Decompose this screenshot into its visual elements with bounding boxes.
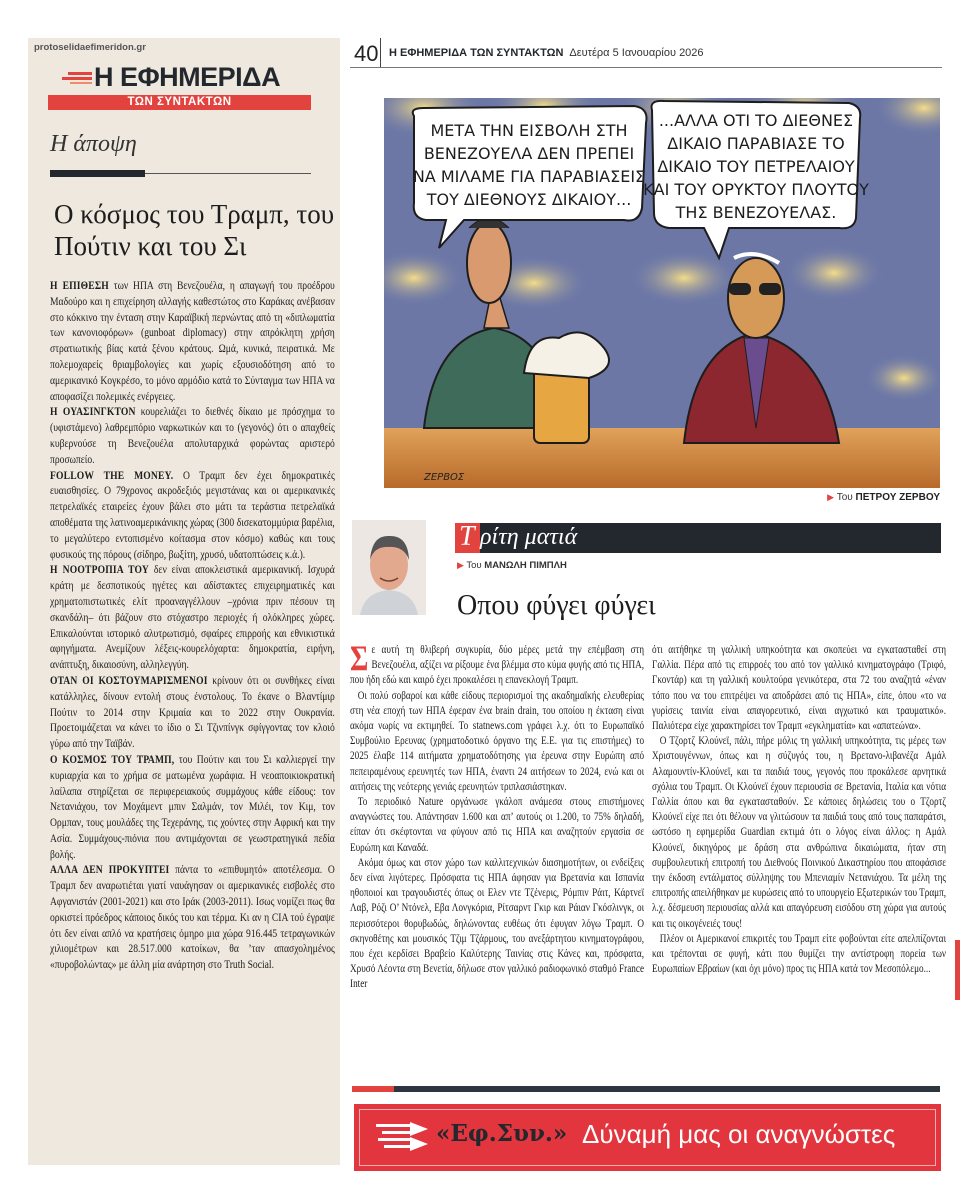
paragraph bbox=[50, 673, 335, 752]
promo-brand: «Εφ.Συν.» bbox=[436, 1120, 568, 1147]
promo-banner bbox=[354, 1104, 941, 1171]
footer-rule-accent bbox=[352, 1086, 394, 1092]
paragraph-text: Ο Τραμπ δεν έχει δημοκρατικές ευαισθησίες. Ο 79χρονος ακροδεξιός μεγιστάνας και οι αμερικανικές πετρελαϊκές εταιρείες έχουν βάλει στο μάτι τα τεράστια πετρελαϊκά αποθέματα της λατινοαμερικάνικης χώρας (300 δισεκατομμύρια βαρέλια, το μεγαλύτερο εντοπισμένο κοίτασμα στον κόσμο) καθώς και τους φυσικούς της πόρους (σίδηρο, βωξίτη, χρυσό, υδατοπτώσεις κ.ά.). bbox=[50, 467, 335, 561]
bubble-right-line: ΔΙΚΑΙΟ ΠΑΡΑΒΙΑΣΕ ΤΟ bbox=[667, 134, 845, 153]
footer-rule bbox=[394, 1086, 940, 1092]
column-banner bbox=[455, 523, 941, 553]
paragraph-text: του Πούτιν και του Σι καλλιεργεί την κυριαρχία και το χρήμα σε ματωμένα χωράφια. Η νεοαποικιοκρατική λαίλαπα στηρίζεται σε περιφερειακούς συμμάχους κάθε είδους: τον Νετανιάχου, τον Μοχάμεντ μπιν Σαλμάν, τον Μιλέι, τον Κιμ, τον Ορμπαν, τους μουλάδες της Τεχεράνης, τις χούντες στην Αφρική και την Ασία. Συμμάχους-πιόνια που αντιμάχονται σε γεωστρατηγικά πεδία βολής. bbox=[50, 751, 335, 861]
paragraph bbox=[50, 278, 335, 404]
drop-cap: Σ bbox=[350, 638, 369, 678]
paragraph-lead: Η ΕΠΙΘΕΣΗ bbox=[50, 278, 109, 292]
header-rule bbox=[350, 67, 942, 68]
speed-lines-icon bbox=[60, 71, 92, 85]
edge-marker bbox=[955, 940, 960, 1000]
paragraph: Ακόμα όμως και στον χώρο των καλλιτεχνικών διασημοτήτων, οι ενδείξεις δεν είναι λιγότερες. Πρόσφατα τις ΗΠΑ άφησαν για Βρετανία και Ισπανία ηθοποιοί και τραγουδιστές όπως οι Ελεν ντε Τζένερις, Ρόμπιν Ράιτ, Κάρτνεϊ Λαβ, Ρόζι Ο’ Ντόνελ, Εβα Λονγκόρια, Ρίτσαρντ Γκιρ και Ράιαν Γκόσλινγκ, οι περισσότεροι θορυβωδώς, δηλώνοντας ευθέως ότι έφυγαν λόγω Τραμπ. Ο σκηνοθέτης και μουσικός Τζιμ Τζάρμους, του ανεξάρτητου κινηματογράφου, που έχει κερδίσει Βραβείο Καλύτερης Ταινίας στις Κάνες και, πρόσφατα, Χρυσό Λέοντα στη Βενετία, δήλωσε στον γαλλικό ραδιοφωνικό σταθμό France Inter bbox=[350, 854, 645, 991]
opinion-column bbox=[28, 38, 340, 1165]
paragraph-text: των ΗΠΑ στη Βενεζουέλα, η απαγωγή του προέδρου Μαδούρο και η επιχείρηση αλλαγής καθεστώτος στο Καράκας ανέβασαν στο κόκκινο την ένταση στην Καραϊβική περνώντας από τη «διπλωματία των κανονιοφόρων» (gunboat diplomacy) στην απρόκλητη χρήση στρατιωτικής βίας κατά ξένου κράτους. Ωμά, κυνικά, πειρατικά. Με πολεμοχαρείς θριαμβολογίες και χωρίς εξουσιοδότηση από το αμερικανικό Κογκρέσο, το μόνο αρμόδιο κατά το Σύνταγμα των ΗΠΑ να αποφασίζει πολεμικές ενέργειες. bbox=[50, 278, 335, 403]
paragraph-text: κρίνουν ότι οι συνθήκες είναι κατάλληλες, δίνουν εντολή στους ένστολους. Το έκανε ο Βλαντίμιρ Πούτιν το 2014 στην Κριμαία και το 2022 στην Ουκρανία. Προετοιμάζεται να κάνει το ίδιο ο Σι Τζινπίνγκ σφίγγοντας τον κλοιό γύρω από την Ταϊβάν. bbox=[50, 672, 335, 751]
column-title: Οπου φύγει φύγει bbox=[457, 590, 656, 621]
banner-title: ρίτη ματιά bbox=[480, 524, 578, 550]
opinion-title: Ο κόσμος του Τραμπ, του Πούτιν και του Σι bbox=[54, 199, 335, 261]
pen-nibs-icon bbox=[376, 1120, 431, 1154]
paragraph bbox=[350, 638, 645, 688]
paragraph-text: ε αυτή τη θλιβερή συγκυρία, δύο μέρες μετά την επέμβαση στη Βενεζουέλα, αξίζει να ρίξουμε ένα βλέμμα στο κύμα φυγής από τις ΗΠΑ, που ήδη εδώ και καιρό έχει προκαλέσει η επανεκλογή Τραμπ. bbox=[350, 642, 645, 687]
paper-name: Η ΕΦΗΜΕΡΙΔΑ ΤΩΝ ΣΥΝΤΑΚΤΩΝ bbox=[389, 47, 564, 59]
byline-prefix: Του bbox=[466, 560, 482, 571]
bubble-right-line: ΚΑΙ ΤΟΥ ΟΡΥΚΤΟΥ ΠΛΟΥΤΟΥ bbox=[643, 180, 869, 199]
paragraph bbox=[50, 752, 335, 863]
cartoon bbox=[384, 98, 940, 488]
bubble-left-line: ΝΑ ΜΙΛΑΜΕ ΓΙΑ ΠΑΡΑΒΙΑΣΕΙΣ bbox=[412, 167, 646, 186]
paragraph-lead: FOLLOW THE MONEY. bbox=[50, 467, 174, 482]
paragraph bbox=[50, 468, 335, 563]
paragraph: ότι αιτήθηκε τη γαλλική υπηκοότητα και σκοπεύει να εγκατασταθεί στη Γαλλία. Πέρα από τις επιρροές του από τον γαλλικό κινηματογράφο (Τριφό, Γκοντάρ) και τη γαλλική κουλτούρα γενικότερα, στα 72 του αναζητά «έναν τόπο που να του επιτρέψει να αποδράσει από τις ΗΠΑ», είπε, όπου «το να γυρίσεις ταινία είναι απαγορευτικό, είναι αγχωτικό και τραυματικό». Παλιότερα είχε χαρακτηρίσει τον Τραμπ «εγκληματία» και «απατεώνα». bbox=[652, 642, 947, 733]
promo-text: Δύναμή μας οι αναγνώστες bbox=[582, 1119, 896, 1149]
bubble-right-line: ΤΗΣ ΒΕΝΕΖΟΥΕΛΑΣ. bbox=[675, 203, 837, 222]
paragraph-text: κουρελιάζει το διεθνές δίκαιο με πρόσχημα το (υφιστάμενο) λαθρεμπόριο ναρκωτικών και το (γεγονός) ότι ο απαχθείς κυβερνούσε τη Βενεζουέλα απολυταρχικά φορώντας αριστερό προσωπείο. bbox=[50, 404, 335, 466]
author-photo bbox=[352, 520, 426, 615]
paragraph-lead: ΑΛΛΑ ΔΕΝ ΠΡΟΚΥΠΤΕΙ bbox=[50, 862, 170, 877]
paragraph bbox=[50, 562, 335, 673]
opinion-body bbox=[50, 278, 335, 973]
paragraph: Το περιοδικό Nature οργάνωσε γκάλοπ ανάμεσα στους επιστήμονες αναγνώστες του. Απάντησαν 1.600 και απ’ αυτούς οι 1.200, το 75% δηλαδή, είπαν ότι σκέφτονται να φύγουν από τις ΗΠΑ και αναζητούν εργασία σε Ευρώπη και Καναδά. bbox=[350, 794, 645, 854]
credit-prefix: Του bbox=[836, 492, 853, 503]
paragraph-lead: Η ΟΥΑΣΙΝΓΚΤΟΝ bbox=[50, 404, 136, 419]
bubble-left-line: ΜΕΤΑ ΤΗΝ ΕΙΣΒΟΛΗ ΣΤΗ bbox=[430, 121, 628, 140]
paragraph bbox=[50, 404, 335, 467]
bubble-left-line: ΒΕΝΕΖΟΥΕΛΑ ΔΕΝ ΠΡΕΠΕΙ bbox=[423, 144, 635, 163]
bubble-right-line: ΔΙΚΑΙΟ ΤΟΥ ΠΕΤΡΕΛΑΙΟΥ bbox=[657, 157, 855, 176]
article-column-2 bbox=[652, 642, 946, 976]
paragraph bbox=[50, 862, 335, 973]
paragraph-lead: ΟΤΑΝ ΟΙ ΚΟΣΤΟΥΜΑΡΙΣΜΕΝΟΙ bbox=[50, 672, 208, 687]
cartoonist-signature: ΖΕΡΒΟΣ bbox=[424, 472, 465, 483]
newspaper-logo bbox=[48, 62, 313, 112]
byline bbox=[457, 560, 567, 571]
section-divider bbox=[50, 170, 145, 177]
logo-sub-text: ΤΩΝ ΣΥΝΤΑΚΤΩΝ bbox=[48, 95, 311, 110]
author-name: ΜΑΝΩΛΗ ΠΙΜΠΛΗ bbox=[484, 560, 567, 571]
paragraph-lead: Ο ΚΟΣΜΟΣ ΤΟΥ ΤΡΑΜΠ, bbox=[50, 751, 175, 766]
page-number: 40 bbox=[354, 41, 379, 66]
triangle-icon: ▶ bbox=[457, 560, 464, 570]
bar-counter bbox=[384, 428, 940, 488]
paragraph-lead: Η ΝΟΟΤΡΟΠΙΑ ΤΟΥ bbox=[50, 562, 150, 577]
article-column-1 bbox=[350, 638, 645, 992]
paragraph-text: πάντα το «επιθυμητό» αποτέλεσμα. Ο Τραμπ δεν αναρωτιέται γιατί ναυάγησαν οι αμερικανικές εισβολές στο Αφγανιστάν (2001-2021) και στο Ιράκ (2003-2011). Ισως νομίζει πως θα ορκιστεί πρόεδρος κάποιος δικός του και τέρμα. Κι αν η CIA τού έγραψε ότι δεν είναι απλό να κρατήσεις όμηρο μια χώρα 916.445 τετραγωνικών χιλιομέτρων και 28.517.000 κατοίκων, θα ’ταν απασχολημένος «πυροβολώντας» με άλλη μία ανάρτηση στο Truth Social. bbox=[50, 862, 335, 972]
bubble-left-line: ΤΟΥ ΔΙΕΘΝΟΥΣ ΔΙΚΑΙΟΥ... bbox=[426, 190, 632, 209]
header-divider bbox=[380, 38, 381, 68]
logo-main-text: Η ΕΦΗΜΕΡΙΔΑ bbox=[94, 62, 281, 92]
section-label: Η άποψη bbox=[50, 131, 137, 157]
issue-date: Δευτέρα 5 Ιανουαρίου 2026 bbox=[569, 47, 704, 59]
paragraph: Οι πολύ σοβαροί και κάθε είδους περιορισμοί της ακαδημαϊκής ελευθερίας στη νέα εποχή των ΗΠΑ έφεραν ένα brain drain, του οποίου η έκταση είναι ακόμα νωρίς να εκτιμηθεί. Το statnews.com γράφει λ.χ. ότι το Ευρωπαϊκό Συμβούλιο Ερευνας (χρηματοδοτικό όργανο της Ε.Ε. για τις επιστήμες) το 2025 έλαβε 114 αιτήματα χρηματοδότησης για έρευνα στην Ευρώπη από πεπειραμένους ερευνητές των ΗΠΑ, έναντι 24 αιτήσεων το 2024, ενώ και οι αιτήσεις της νεότερης γενιάς ερευνητών τριπλασιάστηκαν. bbox=[350, 687, 645, 793]
paragraph: Ο Τζορτζ Κλούνεϊ, πάλι, πήρε μόλις τη γαλλική υπηκοότητα, τις μέρες των Χριστουγέννων, όπως και η σύζυγός του, η Βρετανο-λιβανέζα Αμάλ Αλαμουντίν-Κλούνεϊ, και τα παιδιά τους, γεγονός που προκάλεσε αρνητικά σχόλια του Τραμπ. Οι Κλούνεϊ έχουν περιουσία σε Βρετανία, Ιταλία και νότια Γαλλία όπου και θα εγκατασταθούν. Σε κάποιες δηλώσεις του ο Τζορτζ Κλούνεϊ είχε πει ότι θέλουν να γλιτώσουν τα παιδιά τους από τους παπαράτσι, ωστόσο η εφημερίδα Guardian εκτιμά ότι ο λόγος είναι άλλος: η Αμάλ Κλούνεϊ, δικηγόρος με δράση στα ανθρώπινα δικαιώματα, ήταν στη συμβουλευτική επιτροπή του Διεθνούς Ποινικού Δικαστηρίου που αποφάσισε την έκδοση εντάλματος σύλληψης του Μπενιαμίν Νετανιάχου. Τα μέλη της επιτροπής απειλήθηκαν με κυρώσεις από το υπουργείο Εξωτερικών του Τραμπ, λ.χ. δέσμευση περιουσίας αλλά και απαγόρευση εισόδου στη χώρα για αυτούς και τις οικογένειές τους! bbox=[652, 733, 947, 930]
banner-initial: Τ bbox=[459, 521, 475, 552]
section-rule bbox=[145, 173, 311, 174]
page-header bbox=[389, 47, 704, 59]
credit-name: ΠΕΤΡΟΥ ΖΕΡΒΟΥ bbox=[855, 492, 940, 503]
cartoon-credit bbox=[700, 492, 940, 503]
watermark: protoselidaefimeridon.gr bbox=[34, 42, 146, 53]
paragraph: Πλέον οι Αμερικανοί επικριτές του Τραμπ είτε φοβούνται είτε απελπίζονται και τρέπονται σε φυγή, κάτι που θυμίζει την αντίστροφη πορεία των Ευρωπαίων Εβραίων (και όχι μόνο) προς τις ΗΠΑ κατά τον Μεσοπόλεμο... bbox=[652, 930, 947, 976]
bubble-right-line: ...ΑΛΛΑ ΟΤΙ ΤΟ ΔΙΕΘΝΕΣ bbox=[658, 111, 854, 130]
triangle-icon: ▶ bbox=[827, 492, 835, 502]
paragraph-text: δεν είναι αποκλειστικά αμερικανική. Ισχυρά κράτη με δεσποτικούς ηγέτες και αδίστακτες επιχειρηματικές και χρηματοπιστωτικές ελίτ προαναγγέλλουν –χρόνια πριν πέσουν τη σκανδάλη– ότι βάζουν στο στόχαστρο περιοχές ή ολόκληρες χώρες. Επικαλούνται ιστορικό αλυτρωτισμό, σφαίρες επιρροής και εθνικιστικά αφηγήματα. Ανεμίζουν λέξεις-κουρελόχαρτα: δημοκρατία, ειρήνη, ανάπτυξη, δικαιοσύνη, αλληλεγγύη. bbox=[50, 562, 335, 672]
